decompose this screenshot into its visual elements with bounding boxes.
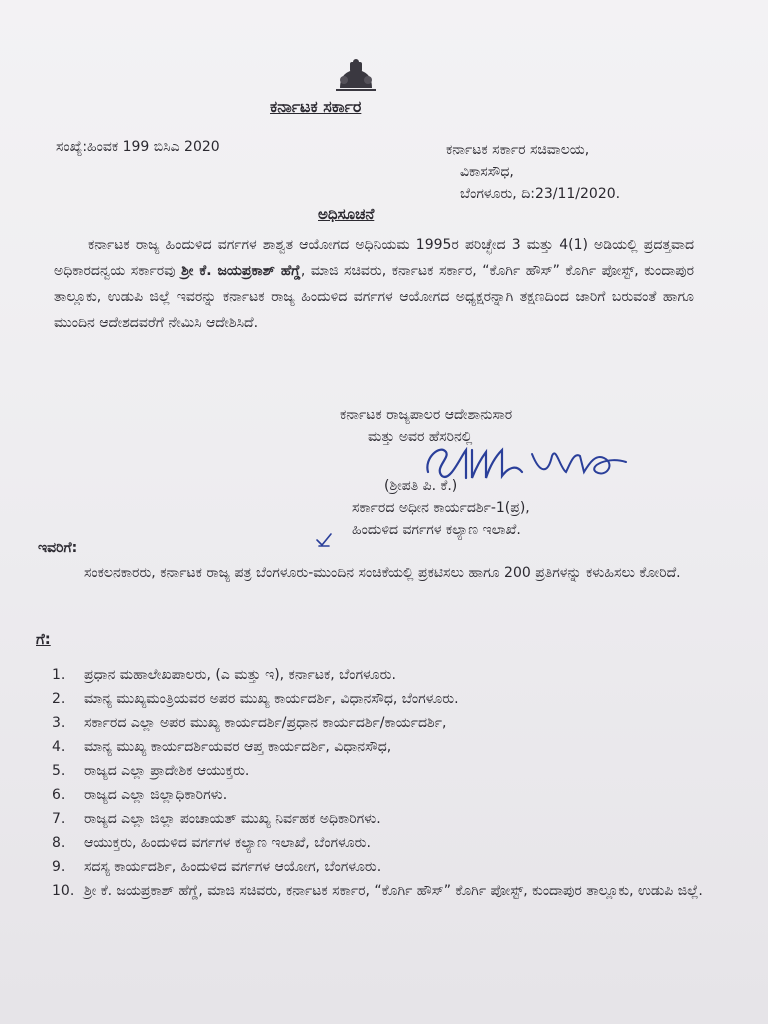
list-item: [52, 736, 712, 759]
recipient-text: [54, 560, 694, 586]
recipient-text-content: ಸಂಕಲನಕಾರರು, ಕರ್ನಾಟಕ ರಾಜ್ಯ ಪತ್ರ ಬೆಂಗಳೂರು-ಮುಂದಿನ ಸಂಚಿಕೆಯಲ್ಲಿ ಪ್ರಕಟಿಸಲು ಹಾಗೂ 200 ಪ್ರತಿಗಳನ್ನು ಕಳುಹಿಸಲು ಕೋರಿದೆ.: [84, 565, 681, 581]
list-item: [52, 712, 712, 735]
list-item-number: 10.: [52, 883, 75, 899]
list-item-number: 1.: [52, 667, 66, 683]
list-item-number: 2.: [52, 691, 66, 707]
list-item: [52, 832, 712, 855]
list-item-text: ಶ್ರೀ ಕೆ. ಜಯಪ್ರಕಾಶ್ ಹೆಗ್ಡೆ, ಮಾಜಿ ಸಚಿವರು, ಕರ್ನಾಟಕ ಸರ್ಕಾರ, “ಕೊರ್ಗಿ ಹೌಸ್” ಕೊರ್ಗಿ ಪೋಸ್ಟ್, ಕುಂದಾಪುರ ತಾಲ್ಲೂಕು, ಉಡುಪಿ ಜಿಲ್ಲೆ.: [84, 883, 703, 899]
office-address: [446, 139, 620, 205]
list-item-text: ರಾಜ್ಯದ ಎಲ್ಲಾ ಜಿಲ್ಲಾ ಪಂಚಾಯತ್ ಮುಖ್ಯ ನಿರ್ವಹಕ ಅಧಿಕಾರಿಗಳು.: [84, 811, 381, 827]
list-item-number: 5.: [52, 763, 66, 779]
list-item: [52, 808, 712, 831]
list-item-text: ರಾಜ್ಯದ ಎಲ್ಲಾ ಪ್ರಾದೇಶಿಕ ಆಯುಕ್ತರು.: [84, 763, 250, 779]
order-line-2: ಮತ್ತು ಅವರ ಹೆಸರಿನಲ್ಲಿ: [368, 429, 473, 445]
para-part-1: ಕರ್ನಾಟಕ ರಾಜ್ಯ ಹಿಂದುಳಿದ ವರ್ಗಗಳ ಶಾಶ್ವತ ಆಯೋಗದ ಅಧಿನಿಯಮ 1995ರ ಪರಿಚ್ಛೇದ 3 ಮತ್ತು 4(1) ಅಡಿಯಲ್ಲಿ ಪ್ರದತ್ತವಾದ ಅಧಿಕಾರದನ್ವಯ ಸರ್ಕಾರವು: [54, 237, 694, 279]
list-item-text: ಸದಸ್ಯ ಕಾರ್ಯದರ್ಶಿ, ಹಿಂದುಳಿದ ವರ್ಗಗಳ ಆಯೋಗ, ಬೆಂಗಳೂರು.: [84, 859, 382, 875]
list-item: [52, 760, 712, 783]
karnataka-emblem-icon: [334, 58, 378, 92]
notification-paragraph: [54, 232, 694, 336]
list-item-number: 9.: [52, 859, 66, 875]
signatory-name: (ಶ್ರೀಪತಿ ಪಿ. ಕೆ.): [384, 478, 458, 494]
pen-tick-mark-icon: [314, 532, 334, 548]
order-line-1: ಕರ್ನಾಟಕ ರಾಜ್ಯಪಾಲರ ಆದೇಶಾನುಸಾರ: [340, 407, 513, 423]
address-line-3: ಬೆಂಗಳೂರು, ದಿ:23/11/2020.: [460, 186, 621, 202]
list-item: [52, 688, 712, 711]
notification-heading: ಅಧಿಸೂಚನೆ: [318, 205, 375, 223]
appointee-name: ಶ್ರೀ ಕೆ. ಜಯಪ್ರಕಾಶ್ ಹೆಗ್ಡೆ: [181, 263, 301, 279]
copy-to-list: [52, 664, 712, 904]
government-title: ಕರ್ನಾಟಕ ಸರ್ಕಾರ: [270, 97, 362, 116]
list-item-number: 7.: [52, 811, 66, 827]
list-item: [52, 856, 712, 879]
copy-to-label: ಗೆ:: [36, 630, 51, 648]
list-item: [52, 880, 712, 903]
list-item-text: ಮಾನ್ಯ ಮುಖ್ಯಮಂತ್ರಿಯವರ ಅಪರ ಮುಖ್ಯ ಕಾರ್ಯದರ್ಶಿ, ವಿಧಾನಸೌಧ, ಬೆಂಗಳೂರು.: [84, 691, 459, 707]
list-item-text: ಪ್ರಧಾನ ಮಹಾಲೇಖಪಾಲರು, (ಎ ಮತ್ತು ಇ), ಕರ್ನಾಟಕ, ಬೆಂಗಳೂರು.: [84, 667, 396, 683]
designation-line-2: ಹಿಂದುಳಿದ ವರ್ಗಗಳ ಕಲ್ಯಾಣ ಇಲಾಖೆ.: [352, 522, 521, 538]
list-item-text: ಆಯುಕ್ತರು, ಹಿಂದುಳಿದ ವರ್ಗಗಳ ಕಲ್ಯಾಣ ಇಲಾಖೆ, ಬೆಂಗಳೂರು.: [84, 835, 371, 851]
reference-number: ಸಂಖ್ಯೆ:ಹಿಂವಕ 199 ಬಿಸಿಎ 2020: [56, 139, 220, 155]
list-item-number: 4.: [52, 739, 66, 755]
address-line-2: ವಿಕಾಸಸೌಧ,: [460, 164, 514, 180]
para-part-2: , ಮಾಜಿ ಸಚಿವರು, ಕರ್ನಾಟಕ ಸರ್ಕಾರ, “ಕೊರ್ಗಿ ಹೌಸ್” ಕೊರ್ಗಿ ಪೋಸ್ಟ್, ಕುಂದಾಪುರ ತಾಲ್ಲೂಕು, ಉಡುಪಿ ಜಿಲ್ಲೆ ಇವರನ್ನು ಕರ್ನಾಟಕ ರಾಜ್ಯ ಹಿಂದುಳಿದ ವರ್ಗಗಳ ಆಯೋಗದ ಅಧ್ಯಕ್ಷರನ್ನಾಗಿ ತಕ್ಷಣದಿಂದ ಜಾರಿಗೆ ಬರುವಂತೆ ಹಾಗೂ ಮುಂದಿನ ಆದೇಶದವರೆಗೆ ನೇಮಿಸಿ ಆದೇಶಿಸಿದೆ.: [54, 263, 695, 331]
list-item-number: 3.: [52, 715, 66, 731]
list-item-number: 8.: [52, 835, 66, 851]
list-item-text: ರಾಜ್ಯದ ಎಲ್ಲಾ ಜಿಲ್ಲಾಧಿಕಾರಿಗಳು.: [84, 787, 228, 803]
list-item-number: 6.: [52, 787, 66, 803]
recipient-label: ಇವರಿಗೆ:: [38, 540, 78, 556]
list-item-text: ಮಾನ್ಯ ಮುಖ್ಯ ಕಾರ್ಯದರ್ಶಿಯವರ ಆಪ್ತ ಕಾರ್ಯದರ್ಶಿ, ವಿಧಾನಸೌಧ,: [84, 739, 392, 755]
list-item-text: ಸರ್ಕಾರದ ಎಲ್ಲಾ ಅಪರ ಮುಖ್ಯ ಕಾರ್ಯದರ್ಶಿ/ಪ್ರಧಾನ ಕಾರ್ಯದರ್ಶಿ/ಕಾರ್ಯದರ್ಶಿ,: [84, 715, 447, 731]
signatory-designation: [352, 497, 530, 541]
list-item: [52, 664, 712, 687]
list-item: [52, 784, 712, 807]
designation-line-1: ಸರ್ಕಾರದ ಅಧೀನ ಕಾರ್ಯದರ್ಶಿ-1(ಪ್ರ),: [352, 500, 530, 516]
address-line-1: ಕರ್ನಾಟಕ ಸರ್ಕಾರ ಸಚಿವಾಲಯ,: [446, 142, 590, 158]
